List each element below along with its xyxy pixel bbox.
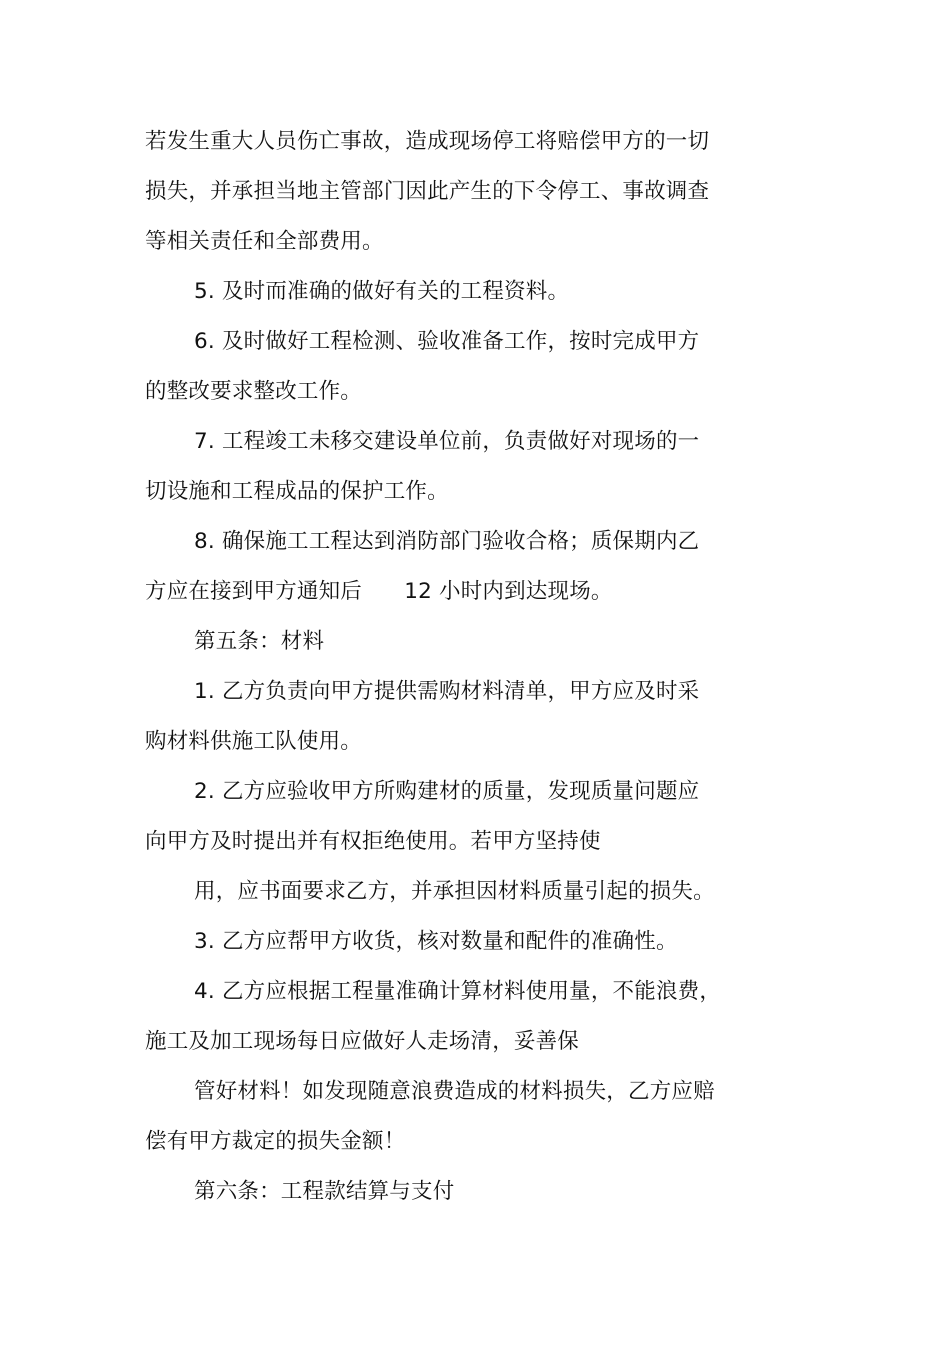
- text-line: 购材料供施工队使用。: [145, 729, 363, 754]
- text-line: 损失，并承担当地主管部门因此产生的下令停工、事故调查: [145, 179, 710, 204]
- text-line: 向甲方及时提出并有权拒绝使用。若甲方坚持使: [145, 829, 601, 854]
- text-line: 施工及加工现场每日应做好人走场清，妥善保: [145, 1029, 580, 1054]
- text-line: 等相关责任和全部费用。: [145, 229, 384, 254]
- text-line: 方应在接到甲方通知后 12 小时内到达现场。: [145, 579, 613, 604]
- list-item-5: 5. 及时而准确的做好有关的工程资料。: [194, 279, 570, 304]
- list-item-3: 3. 乙方应帮甲方收货，核对数量和配件的准确性。: [194, 929, 678, 954]
- text-line: 偿有甲方裁定的损失金额！: [145, 1129, 406, 1154]
- list-item-6: 6. 及时做好工程检测、验收准备工作，按时完成甲方: [194, 329, 700, 354]
- section-heading-article-5: 第五条：材料: [194, 629, 325, 654]
- list-item-1: 1. 乙方负责向甲方提供需购材料清单，甲方应及时采: [194, 679, 700, 704]
- list-item-4: 4. 乙方应根据工程量准确计算材料使用量，不能浪费，: [194, 979, 722, 1004]
- text-line: 切设施和工程成品的保护工作。: [145, 479, 449, 504]
- text-line: 管好材料！如发现随意浪费造成的材料损失，乙方应赔: [194, 1079, 715, 1104]
- text-line: 用，应书面要求乙方，并承担因材料质量引起的损失。: [194, 879, 715, 904]
- text-line: 的整改要求整改工作。: [145, 379, 363, 404]
- section-heading-article-6: 第六条：工程款结算与支付: [194, 1179, 455, 1204]
- text-line: 若发生重大人员伤亡事故，造成现场停工将赔偿甲方的一切: [145, 129, 710, 154]
- list-item-7: 7. 工程竣工未移交建设单位前，负责做好对现场的一: [194, 429, 700, 454]
- list-item-2: 2. 乙方应验收甲方所购建材的质量，发现质量问题应: [194, 779, 700, 804]
- list-item-8: 8. 确保施工工程达到消防部门验收合格；质保期内乙: [194, 529, 700, 554]
